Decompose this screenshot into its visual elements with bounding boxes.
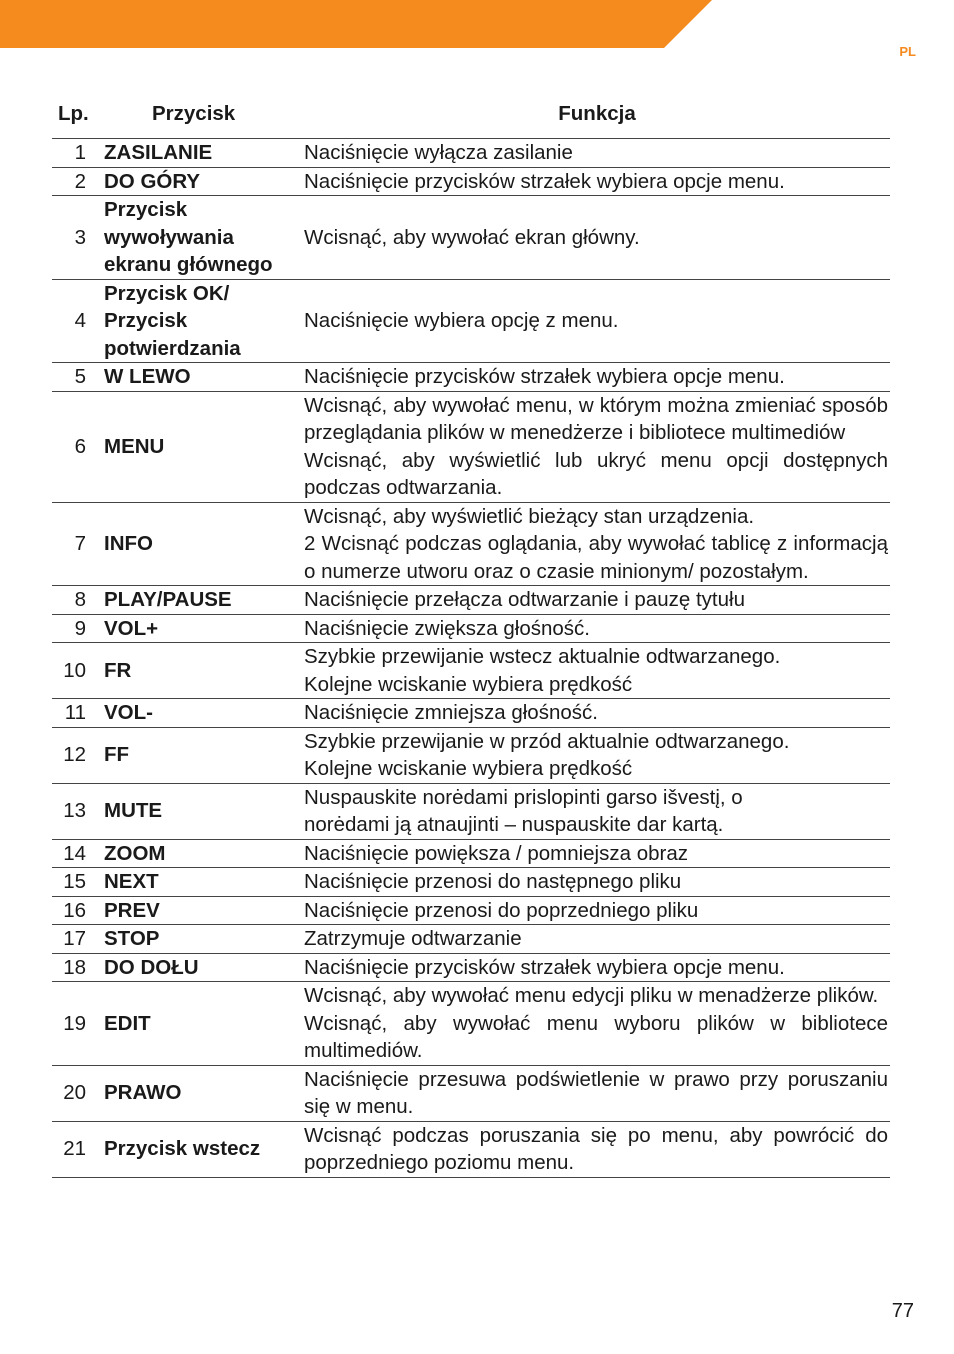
function-description [304,586,890,615]
row-number: 17 [52,925,102,954]
function-text: Szybkie przewijanie wstecz aktualnie odtwarzanego. [304,645,781,668]
function-text: Kolejne wciskanie wybiera prędkość [304,757,633,780]
page-number: 77 [891,1300,914,1322]
table-row [52,727,890,783]
table-row [52,925,890,954]
function-text: Wcisnąć, aby wyświetlić bieżący stan urządzenia. [304,504,755,528]
table-row [52,953,890,982]
button-name: DO GÓRY [102,167,304,196]
table-row [52,982,890,1066]
function-description [304,727,890,783]
button-name: PLAY/PAUSE [102,586,304,615]
table-row [52,1065,890,1121]
row-number: 12 [52,727,102,783]
table-row [52,699,890,728]
function-description [304,868,890,897]
table-row [52,614,890,643]
button-name: FF [102,727,304,783]
button-name: PRAWO [102,1065,304,1121]
function-description [304,614,890,643]
button-name: EDIT [102,982,304,1066]
button-name: VOL+ [102,614,304,643]
function-text: norėdami ją atnaujinti – nuspauskite dar kartą. [304,813,724,836]
button-name: FR [102,643,304,699]
function-description [304,139,890,168]
table-row [52,391,890,502]
function-description [304,699,890,728]
header-function: Funkcja [304,96,890,139]
function-description [304,363,890,392]
button-name: DO DOŁU [102,953,304,982]
row-number: 16 [52,896,102,925]
button-name: Przycisk wstecz [102,1121,304,1177]
button-name: VOL- [102,699,304,728]
function-text: Naciśnięcie wyłącza zasilanie [304,141,573,164]
function-text: Naciśnięcie przenosi do następnego pliku [304,870,682,893]
row-number: 6 [52,391,102,502]
row-number: 2 [52,167,102,196]
row-number: 4 [52,279,102,363]
function-text: Wcisnąć, aby wywołać menu, w którym można zmieniać sposób przeglądania plików w menedżerze i bibliotece multimediów [304,393,888,444]
row-number: 10 [52,643,102,699]
function-text: Naciśnięcie wybiera opcję z menu. [304,309,619,332]
function-description [304,953,890,982]
function-description [304,783,890,839]
row-number: 19 [52,982,102,1066]
language-label: PL [899,44,916,59]
function-description [304,982,890,1066]
header-button: Przycisk [102,96,304,139]
button-function-table [52,96,890,1178]
function-text: Naciśnięcie zmniejsza głośność. [304,701,598,724]
row-number: 21 [52,1121,102,1177]
table-row [52,868,890,897]
function-description [304,925,890,954]
function-description [304,167,890,196]
header-number: Lp. [52,96,102,139]
table-row [52,502,890,586]
function-text: Wcisnąć, aby wywołać menu edycji pliku w menadżerze plików. [304,984,879,1007]
row-number: 3 [52,196,102,280]
row-number: 13 [52,783,102,839]
button-name: Przycisk wywoływania ekranu głównego [102,196,304,280]
row-number: 8 [52,586,102,615]
table-row [52,363,890,392]
function-text: Naciśnięcie przycisków strzałek wybiera opcje menu. [304,169,785,193]
function-text: Naciśnięcie powiększa / pomniejsza obraz [304,841,688,865]
row-number: 14 [52,839,102,868]
table-row [52,839,890,868]
function-description [304,502,890,586]
function-description [304,839,890,868]
button-name: MENU [102,391,304,502]
button-name: NEXT [102,868,304,897]
table-row [52,196,890,280]
table-row [52,279,890,363]
button-name: PREV [102,896,304,925]
function-description [304,1121,890,1177]
function-description [304,196,890,280]
function-description [304,643,890,699]
table-row [52,167,890,196]
function-text: Naciśnięcie przesuwa podświetlenie w prawo przy poruszaniu się w menu. [304,1067,888,1118]
table-row [52,783,890,839]
row-number: 18 [52,953,102,982]
function-text: Naciśnięcie przenosi do poprzedniego pliku [304,898,699,922]
function-description [304,279,890,363]
table-header-row [52,96,890,139]
button-name: Przycisk OK/ Przycisk potwierdzania [102,279,304,363]
function-text: Naciśnięcie przycisków strzałek wybiera opcje menu. [304,955,785,979]
button-name: STOP [102,925,304,954]
table-row [52,643,890,699]
row-number: 1 [52,139,102,168]
button-name: ZOOM [102,839,304,868]
function-text: Naciśnięcie przełącza odtwarzanie i pauzę tytułu [304,588,745,611]
function-text: Szybkie przewijanie w przód aktualnie odtwarzanego. [304,729,790,753]
function-text: Nuspauskite norėdami prislopinti garso išvestį, o [304,785,743,809]
row-number: 9 [52,614,102,643]
button-name: ZASILANIE [102,139,304,168]
function-text: Kolejne wciskanie wybiera prędkość [304,672,633,696]
function-text: 2 Wcisnąć podczas oglądania, aby wywołać tablicę z informacją o numerze utworu oraz o czasie minionym/ pozostałym. [304,532,888,583]
table-row [52,139,890,168]
function-text: Naciśnięcie przycisków strzałek wybiera opcje menu. [304,365,785,388]
row-number: 20 [52,1065,102,1121]
function-description [304,896,890,925]
button-name: INFO [102,502,304,586]
function-text: Zatrzymuje odtwarzanie [304,927,522,950]
button-name: MUTE [102,783,304,839]
table-row [52,586,890,615]
function-text: Wcisnąć, aby wywołać ekran główny. [304,225,640,249]
function-description [304,391,890,502]
button-name: W LEWO [102,363,304,392]
function-description [304,1065,890,1121]
row-number: 11 [52,699,102,728]
row-number: 15 [52,868,102,897]
function-text: Naciśnięcie zwiększa głośność. [304,616,590,640]
function-text: Wcisnąć, aby wyświetlić lub ukryć menu opcji dostępnych podczas odtwarzania. [304,448,888,499]
orange-header-banner [0,0,712,48]
row-number: 7 [52,502,102,586]
function-text: Wcisnąć podczas poruszania się po menu, aby powrócić do poprzedniego poziomu menu. [304,1123,888,1174]
table-row [52,896,890,925]
row-number: 5 [52,363,102,392]
table-row [52,1121,890,1177]
function-text: Wcisnąć, aby wywołać menu wyboru plików w bibliotece multimediów. [304,1011,888,1062]
